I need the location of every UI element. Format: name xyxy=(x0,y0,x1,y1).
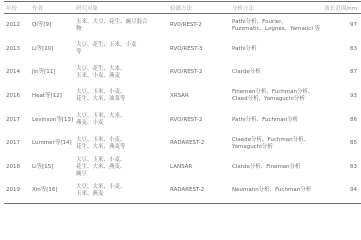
cell-analysis-line: Fineman分析、Fuchman分析、 xyxy=(232,89,314,96)
cell-analysis-line: Fuzzmatic、Lognes、Yamaucl 等 xyxy=(232,25,321,32)
cell-subject xyxy=(74,108,168,132)
cell-range: 86 xyxy=(350,116,357,123)
cell-subject-line: 花生、大米、燕麦等 xyxy=(76,143,126,150)
cell-subject xyxy=(74,132,168,156)
cell-method: LANSAR xyxy=(170,163,193,170)
cell-year: 2013 xyxy=(6,45,20,52)
cell-subject-line: 玉米、小麦、燕麦 xyxy=(76,72,121,79)
cell-analysis-line: Neumann分析、Fuchman分析 xyxy=(232,187,312,194)
cell-analysis xyxy=(230,108,319,132)
cell-analysis-line: Claed分析、Yamaguchi分析 xyxy=(232,96,305,103)
cell-range: 94 xyxy=(319,179,361,203)
cell-analysis-line: Clarde分析、Fineman分析 xyxy=(232,163,301,170)
cell-author: Li等[15] xyxy=(32,163,54,170)
cell-range: 93 xyxy=(350,92,357,99)
cell-method: RVO/REST-3 xyxy=(170,45,203,52)
cell-author: Levinson等[13] xyxy=(32,116,74,123)
cell-subject xyxy=(74,14,168,38)
header-subject: 研究对象 xyxy=(74,2,168,14)
cell-method: RV0/REST-2 xyxy=(170,22,202,29)
cell-subject-line: 等 xyxy=(76,49,82,56)
table-row xyxy=(4,61,361,85)
cell-subject-line: 大豆、玉米、小麦、 xyxy=(76,136,126,143)
table-row xyxy=(4,14,361,38)
cell-subject-line: 大豆、玉米、小麦、 xyxy=(76,89,126,96)
cell-analysis-line: Clarde分析 xyxy=(232,69,261,76)
cell-subject-line: 物 xyxy=(76,25,82,32)
cell-year: 2019 xyxy=(4,179,30,203)
cell-method: RVO/REST-2 xyxy=(170,69,203,76)
cell-analysis-line: Claede分析、Fuchman分析、 xyxy=(232,136,310,143)
cell-year: 2012 xyxy=(6,22,20,29)
cell-subject xyxy=(74,156,168,180)
cell-author: Lummer等[14] xyxy=(32,140,72,147)
cell-analysis xyxy=(230,156,319,180)
table-row xyxy=(4,179,361,203)
cell-subject-line: 大豆、玉米、小麦、 xyxy=(76,156,126,163)
cell-method: RADAREST-2 xyxy=(168,179,230,203)
cell-author: Jin等[11] xyxy=(32,69,56,76)
header-method: 检测方法 xyxy=(168,2,230,14)
header-analysis: 分析方法 xyxy=(230,2,319,14)
cell-method: RADAREST-2 xyxy=(170,140,205,147)
cell-author: Heat等[12] xyxy=(32,92,62,99)
cell-year: 2017 xyxy=(6,140,20,147)
cell-author: Xin等[16] xyxy=(30,179,74,203)
cell-analysis xyxy=(230,132,319,156)
cell-analysis xyxy=(230,61,319,85)
data-table xyxy=(4,1,361,204)
cell-range: 85 xyxy=(350,140,357,147)
table-row xyxy=(4,37,361,61)
cell-subject-line: 燕麦、小麦 xyxy=(76,120,104,127)
cell-year: 2017 xyxy=(6,116,20,123)
cell-subject-line: 大豆、大米、小麦、 xyxy=(76,183,126,190)
cell-range: 97 xyxy=(350,22,357,29)
cell-year: 2018 xyxy=(6,163,20,170)
cell-author: Qi等[9] xyxy=(32,22,52,29)
header-year: 年份 xyxy=(4,2,30,14)
cell-subject-line: 花生、大米、燕麦、 xyxy=(76,163,126,170)
cell-analysis-line: Pathi分析、Fourier、 xyxy=(232,18,287,25)
cell-subject xyxy=(74,61,168,85)
cell-subject-line: 豌豆 xyxy=(76,170,88,177)
cell-subject-line: 大豆、花生、玉米、小麦 xyxy=(76,42,137,49)
cell-method: XRSAR xyxy=(170,92,189,99)
header-range: 波长范围/nm xyxy=(319,2,361,14)
cell-analysis xyxy=(230,85,319,109)
cell-subject-line: 大豆、玉米、大米、 xyxy=(76,113,126,120)
cell-subject xyxy=(74,85,168,109)
cell-year: 2014 xyxy=(6,69,20,76)
cell-range: 87 xyxy=(350,69,357,76)
cell-range: 83 xyxy=(350,45,357,52)
header-row xyxy=(4,2,361,14)
cell-year: 2016 xyxy=(6,92,20,99)
cell-analysis-line: Pathi分析 xyxy=(232,45,257,52)
cell-subject-line: 花生、大米、油菜等 xyxy=(76,96,126,103)
cell-subject-line: 大豆、花生、大米、 xyxy=(76,65,126,72)
cell-analysis-line: Yamaguchi分析 xyxy=(232,143,273,150)
cell-author: Li等[10] xyxy=(32,45,54,52)
table-row xyxy=(4,108,361,132)
cell-subject-line: 玉米、大豆、花生、豌豆混合 xyxy=(76,18,148,25)
table-row xyxy=(4,132,361,156)
table-row xyxy=(4,85,361,109)
cell-analysis xyxy=(230,37,319,61)
table-body xyxy=(4,14,361,204)
cell-range: 83 xyxy=(350,163,357,170)
cell-analysis-line: Pathi分析、Fuchman分析 xyxy=(232,116,299,123)
cell-subject xyxy=(74,37,168,61)
table-header xyxy=(4,2,361,14)
cell-method: RVO/REST-2 xyxy=(170,116,203,123)
table-row xyxy=(4,156,361,180)
cell-analysis xyxy=(230,179,319,203)
cell-subject xyxy=(74,179,168,203)
data-table-container xyxy=(4,1,357,204)
header-author: 作者 xyxy=(30,2,74,14)
cell-analysis xyxy=(230,14,319,38)
cell-subject-line: 玉米、燕麦 xyxy=(76,190,104,197)
